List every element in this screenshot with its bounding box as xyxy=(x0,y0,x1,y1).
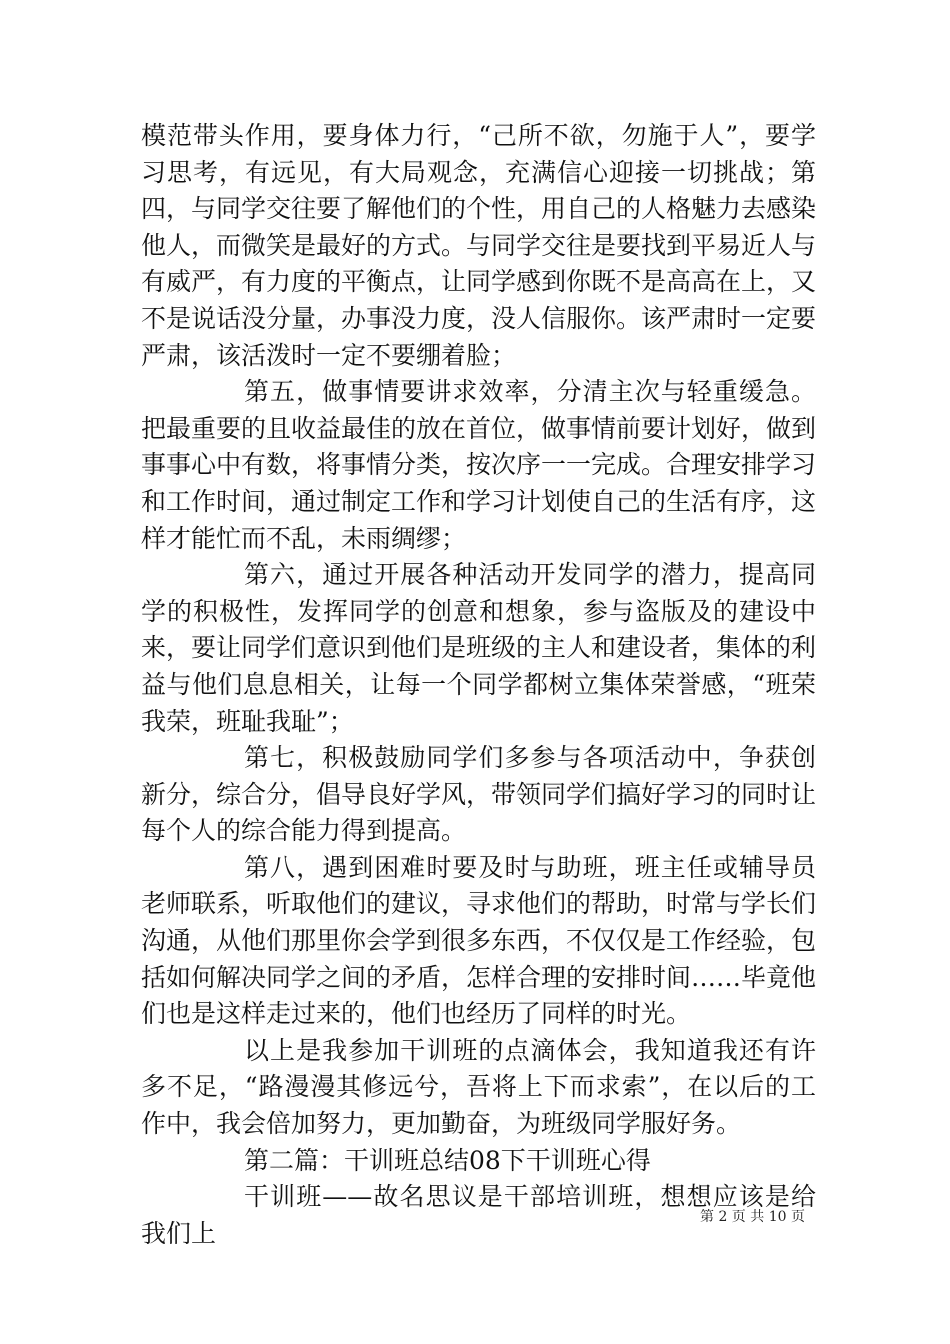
document-body xyxy=(141,118,816,1252)
page-number: 第 2 页 共 10 页 xyxy=(700,1209,805,1225)
paragraph-seventh: 第七，积极鼓励同学们多参与各项活动中，争获创新分，综合分，倡导良好学风，带领同学们搞好学习的同时让每个人的综合能力得到提高。 xyxy=(141,743,817,846)
paragraph-continuation: 模范带头作用，要身体力行，“己所不欲，勿施于人”，要学习思考，有远见，有大局观念，充满信心迎接一切挑战；第四，与同学交往要了解他们的个性，用自己的人格魅力去感染他人，而微笑是最好的方式。与同学交往是要找到平易近人与有威严，有力度的平衡点，让同学感到你既不是高高在上，又不是说话没分量，办事没力度，没人信服你。该严肃时一定要严肃，该活泼时一定不要绷着脸； xyxy=(141,121,817,370)
paragraph-eighth: 第八，遇到困难时要及时与助班，班主任或辅导员老师联系，听取他们的建议，寻求他们的帮助，时常与学长们沟通，从他们那里你会学到很多东西，不仅仅是工作经验，包括如何解决同学之间的矛盾，怎样合理的安排时间……毕竟他们也是这样走过来的，他们也经历了同样的时光。 xyxy=(141,852,817,1029)
paragraph-conclusion: 以上是我参加干训班的点滴体会，我知道我还有许多不足，“路漫漫其修远兮，吾将上下而求索”，在以后的工作中，我会倍加努力，更加勤奋，为班级同学服好务。 xyxy=(141,1035,816,1139)
paragraph-next-section: 干训班——故名思议是干部培训班，想想应该是给我们上 xyxy=(141,1182,816,1248)
paragraph-sixth: 第六，通过开展各种活动开发同学的潜力，提高同学的积极性，发挥同学的创意和想象，参与盗版及的建设中来，要让同学们意识到他们是班级的主人和建设者，集体的利益与他们息息相关，让每一个同学都树立集体荣誉感，“班荣我荣，班耻我耻”； xyxy=(141,560,817,736)
paragraph-fifth: 第五，做事情要讲求效率，分清主次与轻重缓急。把最重要的且收益最佳的放在首位，做事情前要计划好，做到事事心中有数，将事情分类，按次序一一完成。合理安排学习和工作时间，通过制定工作和学习计划使自己的生活有序，这样才能忙而不乱，未雨绸缪； xyxy=(141,377,817,553)
section-heading: 第二篇：干训班总结08下干训班心得 xyxy=(244,1145,651,1175)
